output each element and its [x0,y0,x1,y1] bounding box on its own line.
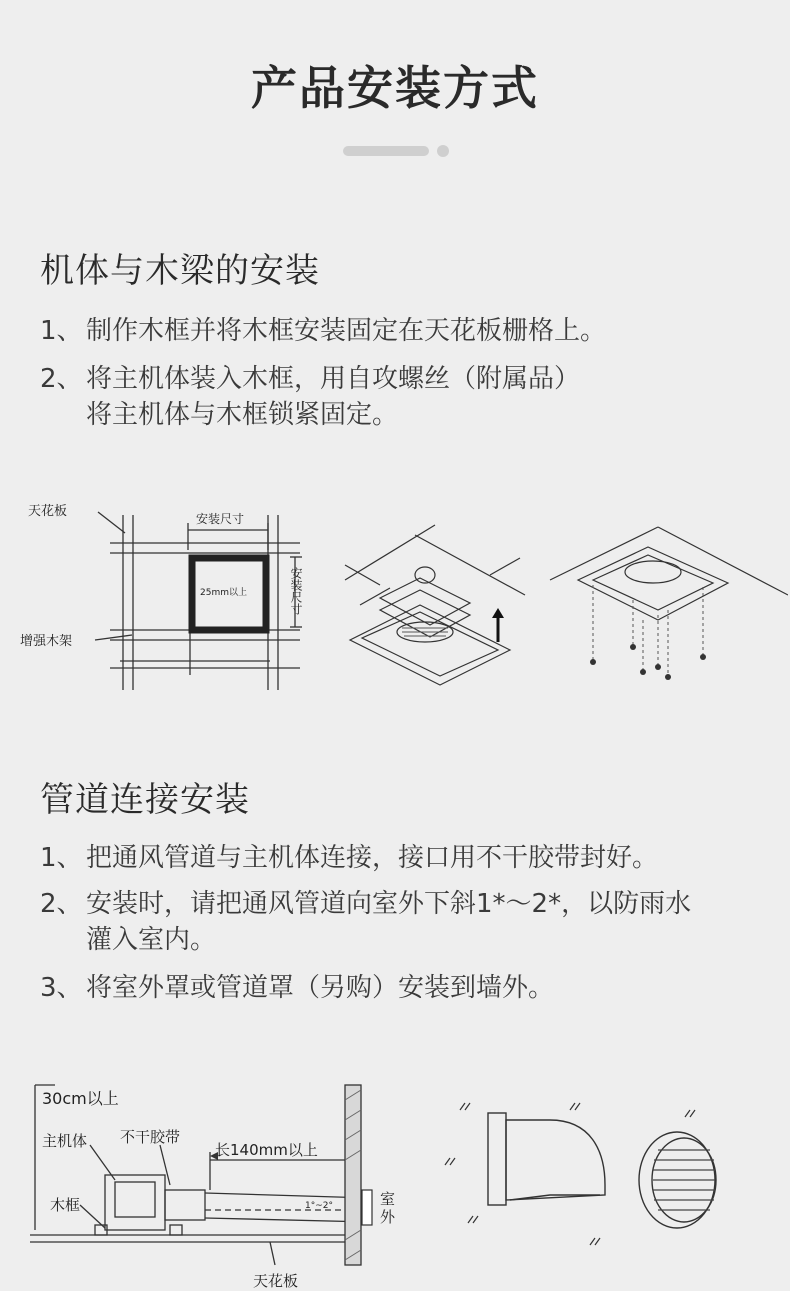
label-install-size-top: 安装尺寸 [196,512,245,526]
title-decoration-bar [343,146,429,156]
label-ceiling: 天花板 [28,504,68,519]
label-tape: 不干胶带 [120,1128,181,1146]
page-title: 产品安装方式 [251,61,539,115]
section2-step-3 [40,970,760,1006]
section-heading-duct-install: 管道连接安装 [40,780,250,820]
step-number: 2、 [40,889,83,919]
title-decoration-dot [437,145,449,157]
label-outdoor-2: 外 [380,1208,396,1226]
section1-step-1 [40,313,760,349]
step-number: 1、 [40,316,83,346]
section2-step-2 [40,886,760,958]
step-text: 把通风管道与主机体连接，接口用不干胶带封好。 [86,843,659,873]
frame-grid-diagram [20,495,310,695]
section-heading-frame-install: 机体与木梁的安装 [40,251,320,291]
label-install-size-side: 安装尺寸 [289,567,303,615]
outdoor-hood-plate [488,1113,506,1205]
outdoor-covers-diagram [440,1095,740,1255]
step-number: 2、 [40,364,83,394]
section1-step-2 [40,361,760,433]
label-outdoor-1: 室 [380,1190,396,1208]
duct-section-diagram [20,1080,420,1291]
title-decoration [343,146,453,158]
step-text: 安装时，请把通风管道向室外下斜1*～2*，以防雨水 [86,889,692,919]
step-text: 将主机体装入木框，用自攻螺丝（附属品） [86,364,581,394]
label-main-body: 主机体 [42,1132,88,1150]
step-text: 将室外罩或管道罩（另购）安装到墙外。 [86,973,555,1003]
step-text-continued: 将主机体与木框锁紧固定。 [86,400,399,430]
outdoor-hood [506,1120,605,1200]
label-ceiling-bottom: 天花板 [253,1272,299,1290]
unit-insert-diagram [340,520,530,690]
label-frame-inner: 25mm以上 [200,588,247,598]
label-slope: 1°~2° [305,1201,333,1211]
label-reinforced-frame: 增强木架 [20,634,73,649]
label-wood-frame: 木框 [50,1196,81,1214]
duct-cap [362,1190,372,1225]
step-number: 1、 [40,843,83,873]
step-text: 制作木框并将木框安装固定在天花板栅格上。 [86,316,607,346]
label-length: 长140mm以上 [215,1141,318,1159]
step-number: 3、 [40,973,83,1003]
label-clearance: 30cm以上 [42,1089,119,1108]
step-text-continued: 灌入室内。 [86,925,217,955]
screw-fix-diagram [548,525,788,685]
section2-step-1 [40,840,760,876]
